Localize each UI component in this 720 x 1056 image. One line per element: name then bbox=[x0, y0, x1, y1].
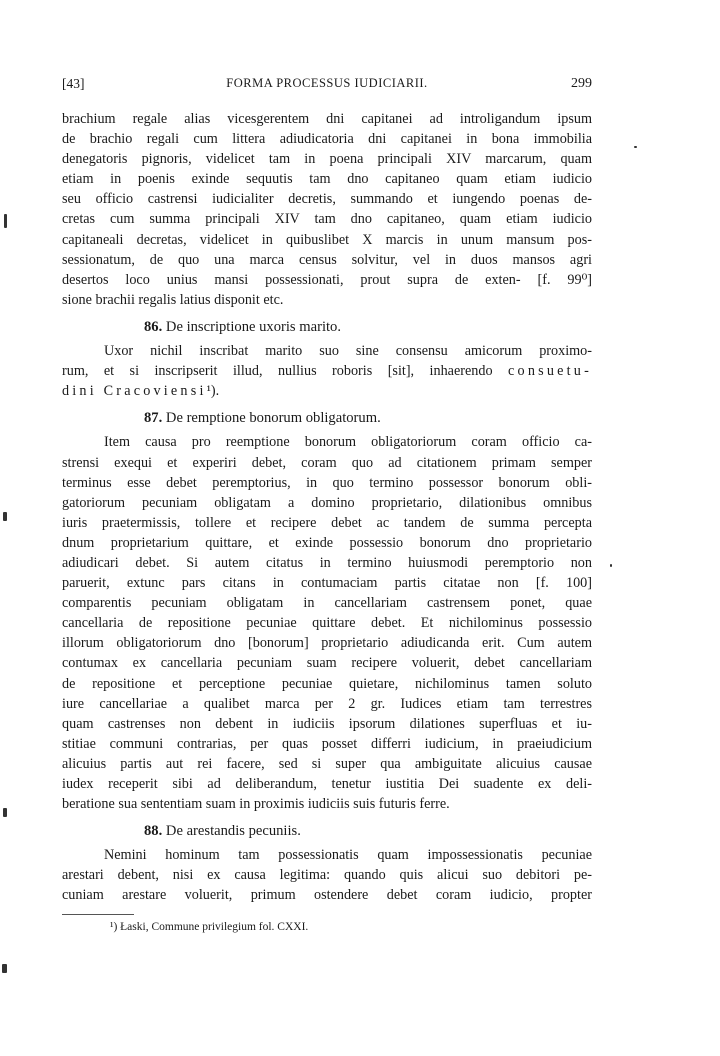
section-title: De inscriptione uxoris marito. bbox=[165, 318, 341, 335]
spaced-text: dini Cracoviensi bbox=[62, 383, 207, 400]
text-fragment: rum, et si inscripserit illud, nullius roboris [sit], inhaerendo bbox=[62, 363, 493, 380]
text-line: contumax ex cancellaria pecuniam suam recipere voluerit, debet cancellariam bbox=[62, 655, 592, 672]
text-line: sione brachii regalis latius disponit etc. bbox=[62, 291, 284, 308]
scan-speck bbox=[610, 564, 612, 567]
header-running-title: FORMA PROCESSUS IUDICIARII. bbox=[226, 76, 428, 90]
text-line: arestari debent, nisi ex causa legitima: quando quis alicui suo debitori pe- bbox=[62, 867, 592, 884]
section-number: 86. bbox=[144, 318, 163, 335]
section-title: De remptione bonorum obligatorum. bbox=[165, 410, 381, 427]
text-line: brachium regale alias vicesgerentem dni capitanei ad introligandum ipsum bbox=[62, 111, 592, 127]
text-line: paruerit, extunc pars citans in contumaciam partis citatae non [f. 100] bbox=[62, 575, 592, 592]
scan-speck bbox=[3, 512, 7, 521]
section-heading-86 bbox=[62, 317, 592, 337]
footnote-rule bbox=[62, 914, 134, 915]
text-line: Item causa pro reemptione bonorum obligatoriorum coram officio ca- bbox=[104, 434, 592, 451]
text-line: cuniam arestare voluerit, primum ostendere debet coram iudicio, propter bbox=[62, 887, 592, 904]
text-line: seu officio castrensi iudicialiter decretis, summando et iungendo poenas de- bbox=[62, 191, 592, 208]
running-header bbox=[62, 76, 592, 96]
text-line: Nemini hominum tam possessionatis quam impossessionatis pecuniae bbox=[104, 847, 592, 864]
spaced-text: consuetu- bbox=[508, 363, 592, 380]
text-line: dnum proprietarium quittare, et exinde possessio bonorum dno proprietario bbox=[62, 534, 592, 551]
text-line: alicuius partis aut rei facere, sed si super qua ambiguitate alicuius causae bbox=[62, 755, 592, 772]
text-line: comparentis pecuniam obligatam in cancellariam castrensem ponet, quae bbox=[62, 595, 592, 612]
text-line: beratione sua sententiam suam in proximis iudiciis suis futuris ferre. bbox=[62, 796, 450, 813]
text-line: terminus esse debet peremptorius, in quo termino possessor bonorum obli- bbox=[62, 474, 592, 491]
header-page-ref: [43] bbox=[62, 76, 85, 91]
text-line: capitaneali decretas, videlicet in quibuslibet X marcis in unum mansum pos- bbox=[62, 231, 592, 248]
section-heading-87 bbox=[62, 408, 592, 428]
text-line: Uxor nichil inscribat marito suo sine consensu amicorum proximo- bbox=[104, 343, 592, 360]
main-text bbox=[62, 109, 592, 906]
text-line: gatoriorum pecuniam obligatam a domino proprietario, dilationibus omnibus bbox=[62, 494, 592, 511]
text-line: cretas cum summa principali XIV tam dno capitaneo, quam etiam iudicio bbox=[62, 211, 592, 228]
text-line: iure cancellariae a qualibet marca per 2 gr. Iudices etiam tam terrestres bbox=[62, 695, 592, 712]
footnote-ref: ¹). bbox=[206, 383, 220, 400]
text-line: cancellaria de repositione pecuniae quittare debet. Et nichilominus possessio bbox=[62, 615, 592, 632]
text-line: illorum obligatoriorum dno [bonorum] proprietario adiudicanda erit. Cum autem bbox=[62, 635, 592, 652]
text-line: quam castrenses non debent in iudiciis ipsorum dilationes superfluas et iu- bbox=[62, 715, 592, 732]
text-line: iuris praetermissis, tollere et recipere debet ac tandem de summa percepta bbox=[62, 514, 592, 531]
text-line: strensi exequi et experiri debet, coram quo ad citationem primam semper bbox=[62, 454, 592, 471]
section-number: 87. bbox=[144, 410, 163, 427]
scan-speck bbox=[3, 808, 7, 817]
text-line bbox=[62, 361, 592, 381]
text-line: denegatoris pignoris, videlicet tam in poena principali XIV marcarum, quam bbox=[62, 151, 592, 168]
header-page-number: 299 bbox=[571, 76, 592, 91]
text-line: de brachio regali cum littera adiudicatoria dni capitanei in bona immobilia bbox=[62, 131, 592, 148]
text-line: stitiae communi contrarias, per quas posset differri iudicium, in praeiudicium bbox=[62, 735, 592, 752]
text-line: desertos loco unius mansi possessionati, prout supra de exten- [f. 99⁰] bbox=[62, 271, 592, 288]
footnote: ¹) Łaski, Commune privilegium fol. CXXI. bbox=[110, 921, 309, 933]
text-line: adiudicari debet. Si autem citatus in termino huiusmodi peremptorio non bbox=[62, 554, 592, 571]
scan-speck bbox=[2, 964, 7, 973]
section-heading-88 bbox=[62, 821, 592, 841]
text-line: iudex receperit sibi ad deliberandum, tenetur iustitia Dei suadente ex deli- bbox=[62, 776, 592, 792]
section-title: De arestandis pecuniis. bbox=[165, 823, 301, 840]
scan-speck bbox=[634, 146, 637, 148]
text-line bbox=[62, 381, 592, 401]
text-line: etiam in poenis exinde sequutis tam dno capitaneo quam etiam iudicio bbox=[62, 171, 592, 188]
section-number: 88. bbox=[144, 823, 163, 840]
text-line: sessionatum, de quo una marca census solvitur, vel in duos mansos agri bbox=[62, 251, 592, 268]
scan-speck bbox=[4, 214, 7, 228]
text-line: de repositione et perceptione pecuniae quietare, nichilominus tamen soluto bbox=[62, 675, 592, 692]
